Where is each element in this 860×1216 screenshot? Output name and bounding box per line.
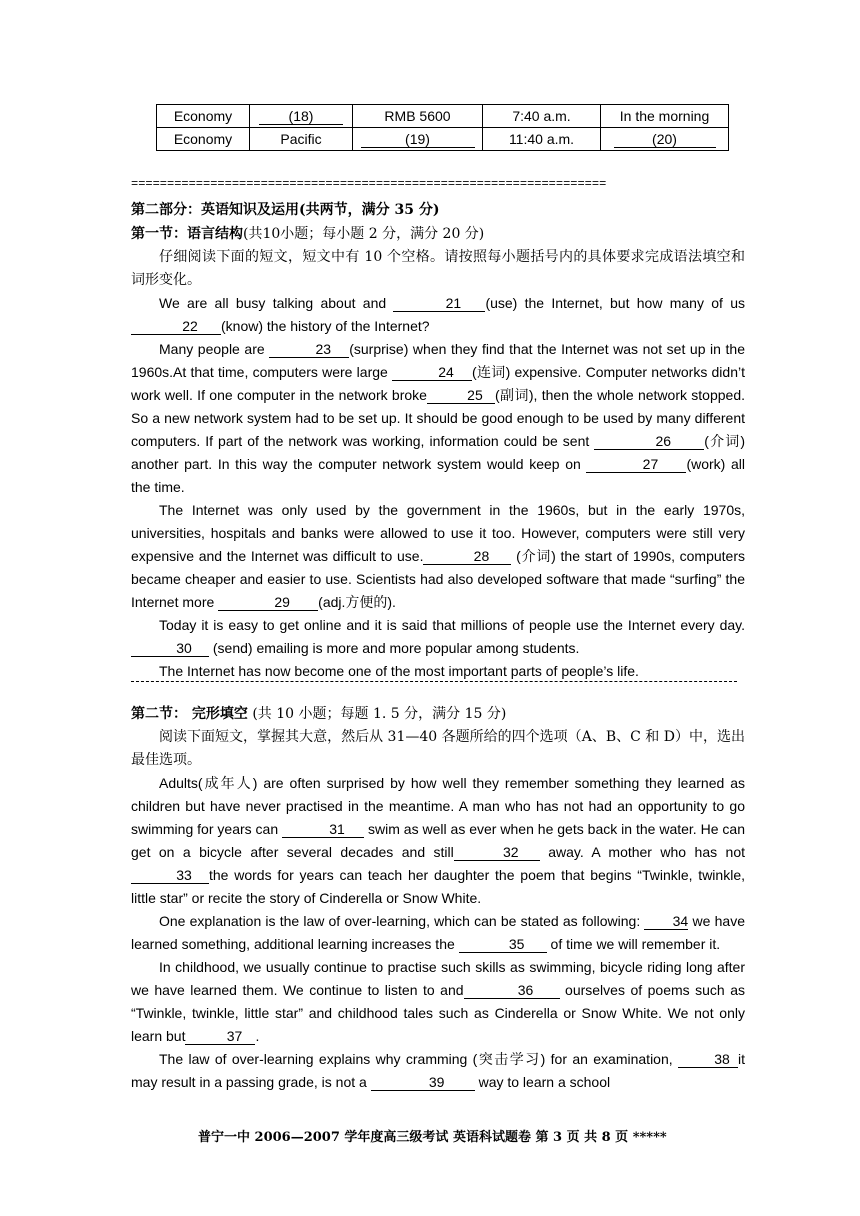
blank-19: (19): [361, 132, 475, 148]
table-row: [157, 128, 729, 151]
table-cell: In the morning: [601, 105, 729, 128]
text: away. A mother who has not: [539, 844, 745, 860]
text: (介词) the start of 1990s, computers became cheaper and easier to use. Scientists had also developed software that made “surfing” the Internet more: [131, 548, 746, 610]
table-cell: Economy: [157, 128, 250, 151]
paragraph-1: [131, 292, 745, 338]
text: (surprise) when they find that the Internet was not set up in the 1960s.At that time, computers were large: [131, 341, 745, 380]
text: (副词), then the whole network stopped. So a new network system had to be set up. It should be good enough to be used by many different computers. If part of the network was working, information could be sent: [131, 387, 746, 449]
blank-29: 29: [218, 594, 318, 611]
section-info: (共 10 小题；每题 1. 5 分，满分 15 分): [247, 706, 507, 722]
blank-37: 37: [185, 1028, 255, 1045]
text: it may result in a passing grade, is not a: [131, 1051, 745, 1090]
blank-38: 38: [678, 1051, 738, 1068]
blank-34: 34: [644, 913, 688, 930]
text: (adj.方便的).: [318, 594, 396, 610]
text: The Internet was only used by the government in the 1960s, but in the early 1970s, universities, hospitals and banks were allowed to use it too. However, computers were still very expensive and the Internet was difficult to use.: [131, 502, 745, 564]
blank-39: 39: [371, 1074, 475, 1091]
table-cell: [353, 128, 483, 151]
blank-35: 35: [459, 936, 547, 953]
blank-18: (18): [259, 109, 343, 125]
blank-20: (20): [614, 132, 716, 148]
blank-23: 23: [269, 341, 349, 358]
text: (use) the Internet, but how many of us: [485, 295, 746, 311]
text: (介词) another part. In this way the computer network system would keep on: [131, 433, 745, 472]
table-cell: 7:40 a.m.: [483, 105, 601, 128]
text: swim as well as ever when he gets back in the water. He can get on a bicycle after several decades and still: [131, 821, 746, 860]
text: (连词) expensive. Computer networks didn’t work well. If one computer in the network broke: [131, 364, 745, 403]
table-cell: 11:40 a.m.: [483, 128, 601, 151]
text: One explanation is the law of over-learning, which can be stated as following:: [159, 913, 645, 929]
paragraph-4: [131, 614, 745, 660]
part2-section1: [131, 199, 745, 683]
text: Many people are: [159, 341, 270, 357]
table-cell: Economy: [157, 105, 250, 128]
instructions: 仔细阅读下面的短文，短文中有 10 个空格。请按照每小题括号内的具体要求完成语法填空和词形变化。: [131, 249, 745, 288]
table-cell: Pacific: [250, 128, 353, 151]
text: (work) all the time.: [131, 456, 746, 495]
table-row: [157, 105, 729, 128]
table-cell: [250, 105, 353, 128]
blank-24: 24: [392, 364, 472, 381]
table-cell: [601, 128, 729, 151]
separator-equals: ==================================================================: [131, 177, 607, 191]
blank-31: 31: [282, 821, 364, 838]
blank-36: 36: [464, 982, 560, 999]
text: The law of over-learning explains why cramming (突击学习) for an examination,: [159, 1051, 678, 1067]
text: We are all busy talking about and: [159, 295, 394, 311]
section-info: (共10小题；每小题 2 分，满分 20 分): [243, 226, 485, 242]
cloze-paragraph-4: [131, 1048, 745, 1094]
blank-30: 30: [131, 640, 209, 657]
section-heading: [131, 222, 745, 246]
text: (send) emailing is more and more popular among students.: [209, 640, 580, 656]
separator-dashes: [131, 681, 737, 682]
paragraph-5: The Internet has now become one of the most important parts of people’s life.: [159, 663, 639, 679]
cloze-paragraph-1: [131, 772, 745, 910]
page-footer: 普宁一中 2006—2007 学年度高三级考试 英语科试题卷 第 3 页 共 8 页 *****: [198, 1130, 667, 1145]
paragraph-3: [131, 499, 745, 614]
blank-32: 32: [454, 844, 540, 861]
text: we have learned something, additional learning increases the: [131, 913, 745, 952]
text: the words for years can teach her daughter the poem that begins “Twinkle, twinkle, little star” or recite the story of Cinderella or Snow White.: [131, 867, 745, 906]
text: Today it is easy to get online and it is said that millions of people use the Internet every day.: [159, 617, 745, 633]
text: In childhood, we usually continue to practise such skills as swimming, bicycle riding long after we have learned them. We continue to listen to and: [131, 959, 745, 998]
blank-28: 28: [423, 548, 511, 565]
part2-section2: [131, 702, 745, 1094]
instructions: 阅读下面短文，掌握其大意，然后从 31—40 各题所给的四个选项（A、B、C 和 D）中，选出最佳选项。: [131, 729, 745, 768]
cloze-paragraph-3: [131, 956, 745, 1048]
paragraph-2: [131, 338, 745, 499]
text: ourselves of poems such as “Twinkle, twinkle, little star” and childhood tales such as Cinderella or Snow White. We not only learn but: [131, 982, 745, 1044]
text: way to learn a school: [474, 1074, 611, 1090]
blank-21: 21: [393, 295, 485, 312]
text: Adults(成年人) are often surprised by how well they remember something they learned as children but have never practised in the meantime. A man who has not had an opportunity to go swimming for years can: [131, 775, 745, 837]
cloze-paragraph-2: [131, 910, 745, 956]
table-cell: RMB 5600: [353, 105, 483, 128]
blank-22: 22: [131, 318, 221, 335]
blank-33: 33: [131, 867, 209, 884]
part-title: 第二部分：英语知识及运用(共两节，满分 35 分): [131, 202, 440, 218]
section-title: 第一节：语言结构: [131, 226, 243, 242]
fare-table: [156, 104, 729, 151]
section-title: 第二节： 完形填空: [131, 706, 248, 722]
blank-25: 25: [427, 387, 495, 404]
blank-27: 27: [586, 456, 686, 473]
section-heading: [131, 702, 745, 726]
blank-26: 26: [594, 433, 704, 450]
text: (know) the history of the Internet?: [221, 318, 430, 334]
text: .: [255, 1028, 260, 1044]
text: of time we will remember it.: [546, 936, 721, 952]
